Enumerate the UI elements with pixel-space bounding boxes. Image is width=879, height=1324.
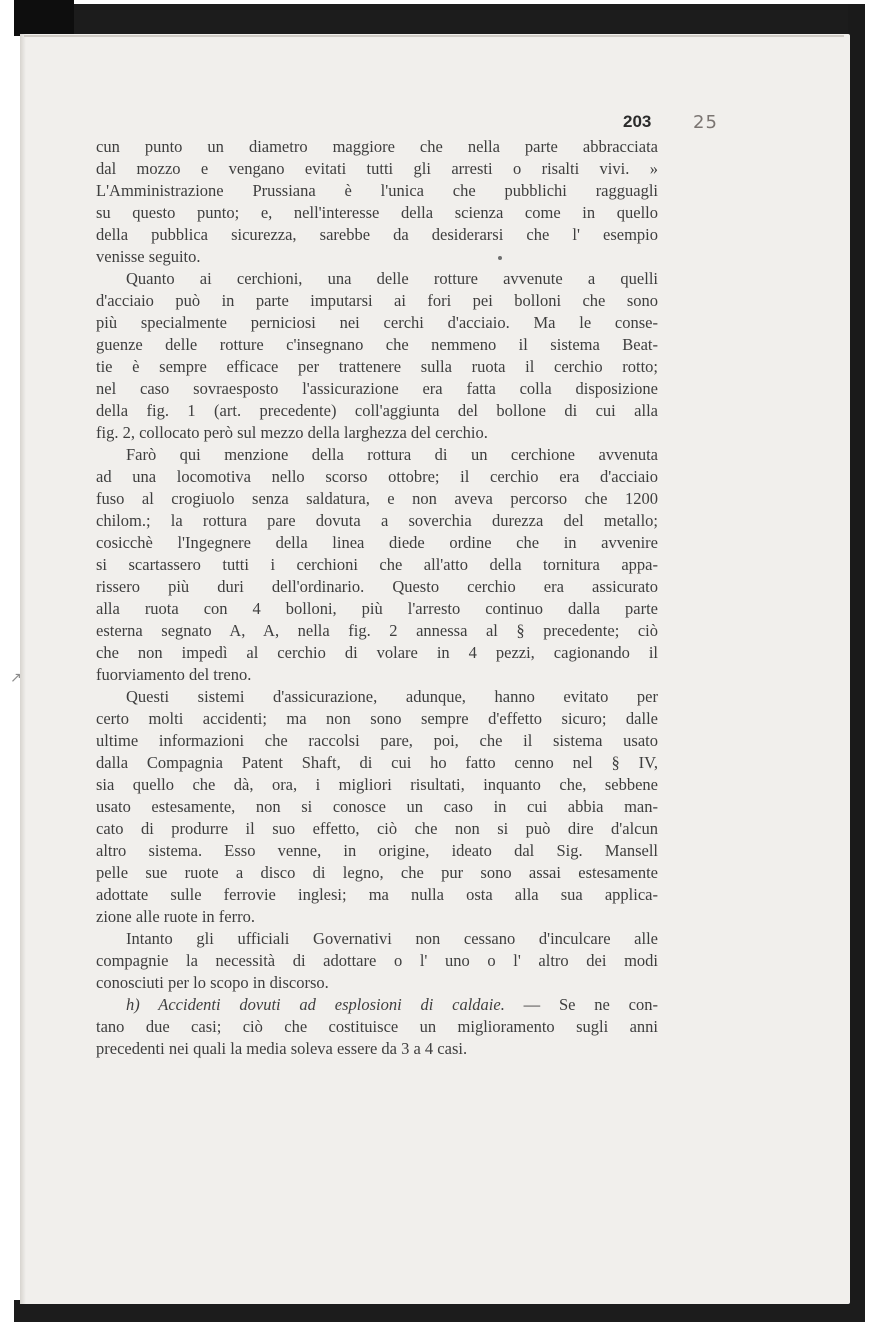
text-line: Quanto ai cerchioni, una delle rotture avvenute a quelli [126,269,658,288]
archive-handwritten-number: 25 [693,112,718,133]
text-line: cato di produrre il suo effetto, ciò che non si può dire d'alcun [96,819,658,838]
body-text [96,136,658,1060]
text-line: Farò qui menzione della rottura di un cerchione avvenuta [126,445,658,464]
text-line: dalla Compagnia Patent Shaft, di cui ho fatto cenno nel § IV, [96,753,658,772]
scan-right-border [848,4,865,1322]
text-line: compagnie la necessità di adottare o l' uno o l' altro dei modi [96,951,658,970]
text-line: guenze delle rotture c'insegnano che nemmeno il sistema Beat- [96,335,658,354]
text-line: rissero più duri dell'ordinario. Questo cerchio era assicurato [96,577,658,596]
text-line: h) Accidenti dovuti ad esplosioni di caldaie. — Se ne con- [126,995,658,1014]
page-number: 203 [623,112,652,131]
text-line: cosicchè l'Ingegnere della linea diede ordine che in avvenire [96,533,658,552]
text-line: fig. 2, collocato però sul mezzo della larghezza del cerchio. [96,423,488,442]
text-line: fuso al crogiuolo senza saldatura, e non aveva percorso che 1200 [96,489,658,508]
text-line: sia quello che dà, ora, i migliori risultati, inquanto che, sebbene [96,775,658,794]
text-line: conosciuti per lo scopo in discorso. [96,973,329,992]
text-line: chilom.; la rottura pare dovuta a soverchia durezza del metallo; [96,511,658,530]
text-line: tano due casi; ciò che costituisce un miglioramento sugli anni [96,1017,658,1036]
text-line: esterna segnato A, A, nella fig. 2 annessa al § precedente; ciò [96,621,658,640]
text-line: ultime informazioni che raccolsi pare, poi, che il sistema usato [96,731,658,750]
text-line: su questo punto; e, nell'interesse della scienza come in quello [96,203,658,222]
text-line: venisse seguito. [96,247,201,266]
text-line: ad una locomotiva nello scorso ottobre; il cerchio era d'acciaio [96,467,658,486]
text-line: della fig. 1 (art. precedente) coll'aggiunta del bollone di cui alla [96,401,658,420]
text-line: alla ruota con 4 bolloni, più l'arresto continuo dalla parte [96,599,658,618]
text-line: più specialmente perniciosi nei cerchi d'acciaio. Ma le conse- [96,313,658,332]
text-line: usato estesamente, non si conosce un caso in cui abbia man- [96,797,658,816]
section-heading: h) Accidenti dovuti ad esplosioni di caldaie. [126,995,505,1014]
text-line: che non impedì al cerchio di volare in 4 pezzi, cagionando il [96,643,658,662]
scan-corner-shadow [14,0,74,36]
text-line: cun punto un diametro maggiore che nella parte abbracciata [96,137,658,156]
text-line: Intanto gli ufficiali Governativi non cessano d'inculcare alle [126,929,658,948]
text-line: precedenti nei quali la media soleva essere da 3 a 4 casi. [96,1039,468,1058]
scan-top-border [14,4,865,34]
text-line: d'acciaio può in parte imputarsi ai fori pei bolloni che sono [96,291,658,310]
text-line: si scartassero tutti i cerchioni che all'atto della tornitura appa- [96,555,658,574]
text-line: adottate sulle ferrovie inglesi; ma nulla osta alla sua applica- [96,885,658,904]
text-line: fuorviamento del treno. [96,665,252,684]
text-line: zione alle ruote in ferro. [96,907,255,926]
text-line: certo molti accidenti; ma non sono sempre d'effetto sicuro; dalle [96,709,658,728]
text-line: Questi sistemi d'assicurazione, adunque, hanno evitato per [126,687,658,706]
page-top-edge [24,35,844,37]
margin-arrow-mark: ↗ [10,670,22,686]
text-line: tie è sempre efficace per trattenere sulla ruota il cerchio rotto; [96,357,658,376]
text-line: dal mozzo e vengano evitati tutti gli arresti o risalti vivi. » [96,159,658,178]
text-line: della pubblica sicurezza, sarebbe da desiderarsi che l' esempio [96,225,658,244]
text-line: altro sistema. Esso venne, in origine, ideato dal Sig. Mansell [96,841,658,860]
text-line: pelle sue ruote a disco di legno, che pur sono assai estesamente [96,863,658,882]
text-line: nel caso sovraesposto l'assicurazione era fatta colla disposizione [96,379,658,398]
page-edge-shadow [20,34,26,1304]
text-line: L'Amministrazione Prussiana è l'unica che pubblichi ragguagli [96,181,658,200]
